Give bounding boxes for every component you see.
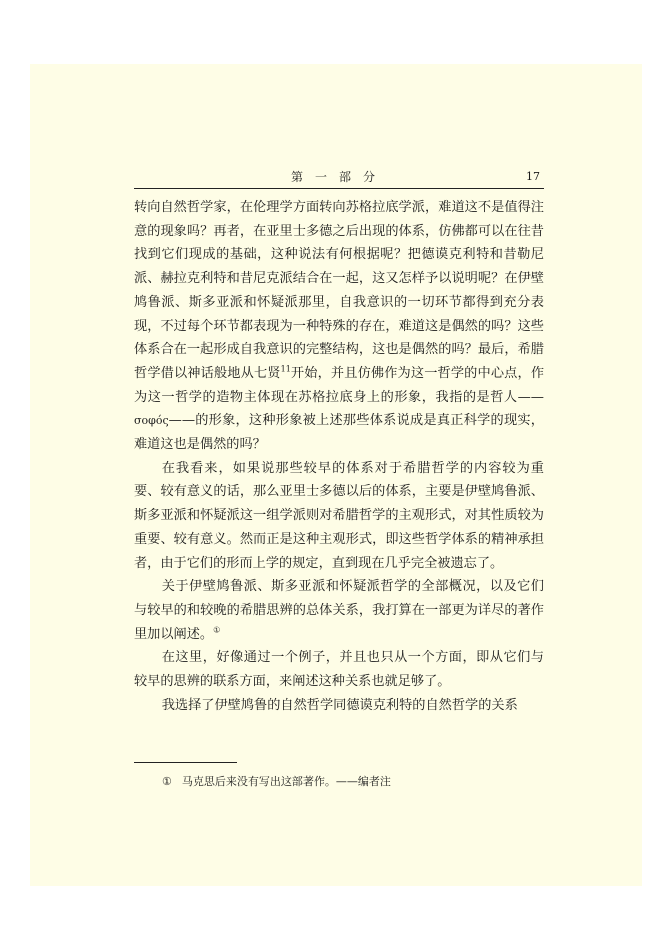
body-text [134, 196, 544, 717]
paragraph-5: 我选择了伊壁鸠鲁的自然哲学同德谟克利特的自然哲学的关系 [161, 697, 518, 713]
footnote [162, 774, 391, 790]
footnote-rule [134, 762, 237, 763]
footnote-reference[interactable]: ① [213, 625, 221, 635]
header-rule [134, 188, 544, 189]
paragraph-1-end: ——的形象，这种形象被上述那些体系说成是真正科学的现实，难道这也是偶然的吗？ [134, 413, 544, 453]
greek-word: σοφός [134, 414, 169, 428]
page-number: 17 [526, 170, 540, 183]
paragraph-1-cont: 开始，并且仿佛作为这一哲学的中心点，作为这一哲学的造物主体现在苏格拉底身上的形象，我指的是哲人—— [134, 365, 545, 405]
paragraph-3-text: 关于伊壁鸠鲁派、斯多亚派和怀疑派哲学的全部概况，以及它们与较早的和较晚的希腊思辨的总体关系，我打算在一部更为详尽的著作里加以阐述。 [134, 579, 544, 642]
reference-mark: 11 [280, 364, 291, 374]
paragraph-1-text: 转向自然哲学家，在伦理学方面转向苏格拉底学派，难道这不是值得注意的现象吗？再者，在亚里士多德之后出现的体系，仿佛都可以在往昔找到它们现成的基础，这种说法有何根据呢？把德谟克利特和昔勒尼派、赫拉克利特和昔尼克派结合在一起，这又怎样予以说明呢？在伊壁鸠鲁派、斯多亚派和怀疑派那里，自我意识的一切环节都得到充分表现，不过每个环节都表现为一种特殊的存在，难道这是偶然的吗？这些体系合在一起形成自我意识的完整结构，这也是偶然的吗？最后，希腊哲学借以神话般地从七贤 [134, 200, 544, 381]
running-header [134, 168, 544, 188]
footnote-text: 马克思后来没有写出这部著作。——编者注 [181, 775, 391, 788]
part-title: 第一部分 [290, 170, 387, 184]
paragraph-2: 在我看来，如果说那些较早的体系对于希腊哲学的内容较为重要、较有意义的话，那么亚里士多德以后的体系，主要是伊壁鸠鲁派、斯多亚派和怀疑派这一组学派则对希腊哲学的主观形式，对其性质较为重要、较有意义。然而正是这种主观形式，即这些哲学体系的精神承担者，由于它们的形而上学的规定，直到现在几乎完全被遗忘了。 [134, 460, 544, 571]
paragraph-4: 在这里，好像通过一个例子，并且也只从一个方面，即从它们与较早的思辨的联系方面，来阐述这种关系也就足够了。 [134, 650, 544, 690]
paragraph-3 [134, 575, 544, 646]
footnote-mark: ① [162, 775, 172, 788]
paragraph-1 [134, 196, 544, 457]
